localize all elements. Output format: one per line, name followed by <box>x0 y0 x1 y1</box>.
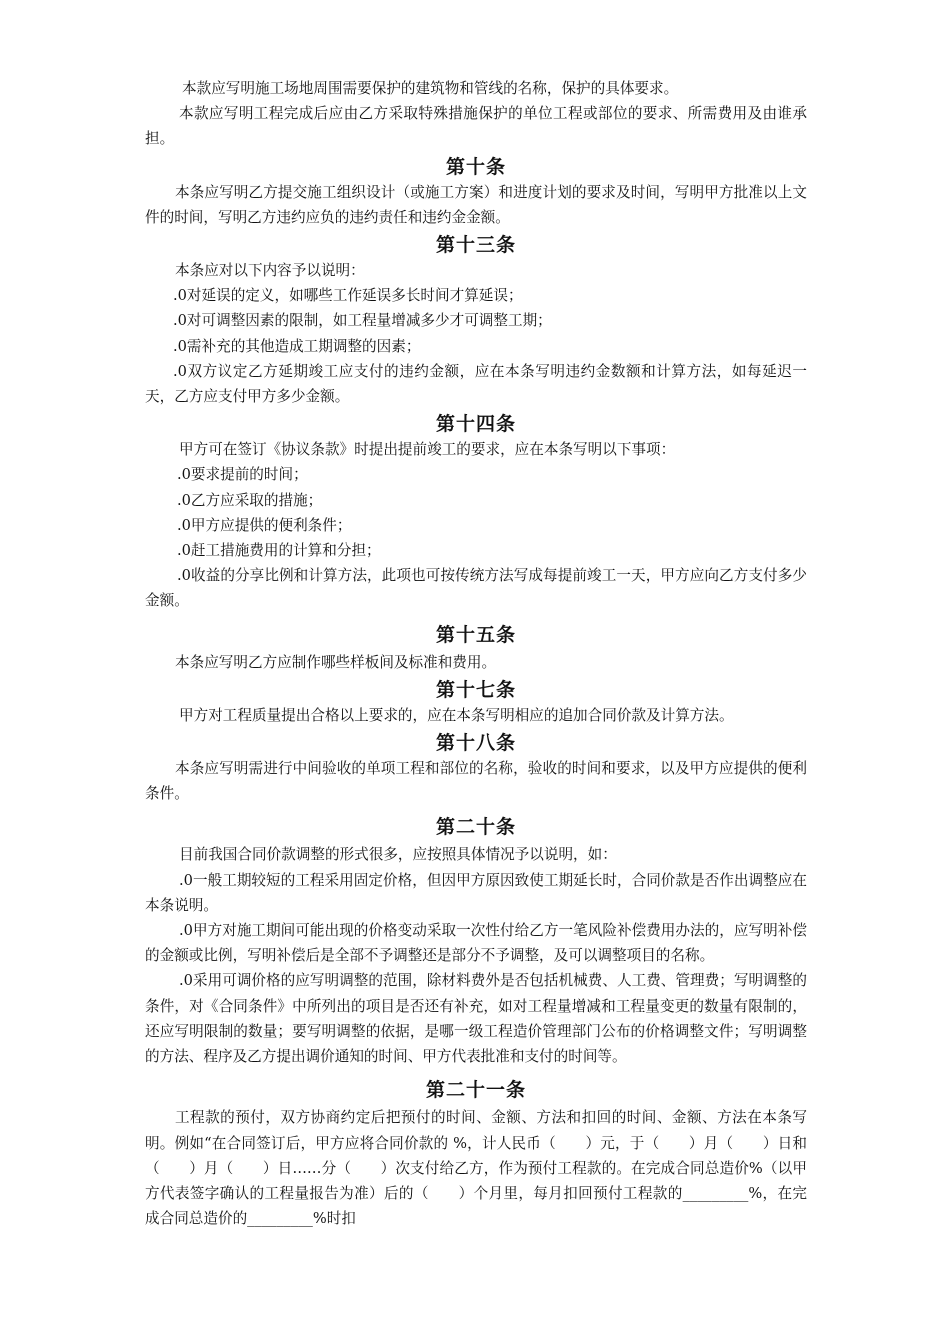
list-item: .0对可调整因素的限制，如工程量增减多少才可调整工期； <box>173 312 552 330</box>
list-item: .0需补充的其他造成工期调整的因素； <box>173 337 421 355</box>
list-item: .0一般工期较短的工程采用固定价格，但因甲方原因致使工期延长时，合同价款是否作出调整应在本条说明。 <box>145 871 807 914</box>
article-heading: 第二十条 <box>435 816 516 839</box>
list-item: .0采用可调价格的应写明调整的范围，除材料费外是否包括机械费、人工费、管理费；写明调整的条件，对《合同条件》中所列出的项目是否还有补充，如对工程量增减和工程量变更的数量有限制的，还应写明限制的数量；要写明调整的依据，是哪一级工程造价管理部门公布的价格调整文件；写明调整的方法、程序及乙方提出调价通知的时间、甲方代表批准和支付的时间等。 <box>145 972 807 1066</box>
article-heading: 第十三条 <box>435 234 516 257</box>
paragraph: 甲方对工程质量提出合格以上要求的，应在本条写明相应的追加合同价款及计算方法。 <box>179 706 734 724</box>
article-heading: 第十八条 <box>435 732 516 755</box>
list-item: .0收益的分享比例和计算方法，此项也可按传统方法写成每提前竣工一天，甲方应向乙方支付多少金额。 <box>145 567 807 610</box>
article-heading: 第十四条 <box>435 413 516 436</box>
paragraph: 甲方可在签订《协议条款》时提出提前竣工的要求，应在本条写明以下事项： <box>179 441 676 459</box>
list-item: .0乙方应采取的措施； <box>177 491 323 509</box>
list-item: .0对延误的定义，如哪些工作延误多长时间才算延误； <box>173 287 523 305</box>
article-heading: 第十五条 <box>435 623 516 646</box>
paragraph: 目前我国合同价款调整的形式很多，应按照具体情况予以说明，如： <box>179 846 617 864</box>
document-page <box>145 76 807 1231</box>
paragraph: 本条应写明乙方应制作哪些样板间及标准和费用。 <box>175 653 497 671</box>
article-heading: 第二十一条 <box>425 1079 526 1102</box>
list-item: .0甲方对施工期间可能出现的价格变动采取一次性付给乙方一笔风险补偿费用办法的，应写明补偿的金额或比例，写明补偿后是全部不予调整还是部分不予调整，及可以调整项目的名称。 <box>145 922 807 965</box>
list-item: .0赶工措施费用的计算和分担； <box>177 542 381 560</box>
list-item: .0要求提前的时间； <box>177 466 308 484</box>
article-heading: 第十七条 <box>435 678 516 701</box>
paragraph: 本款应写明施工场地周围需要保护的建筑物和管线的名称，保护的具体要求。 <box>182 80 679 97</box>
paragraph: 本款应写明工程完成后应由乙方采取特殊措施保护的单位工程或部位的要求、所需费用及由谁承担。 <box>145 105 807 148</box>
paragraph: 工程款的预付，双方协商约定后把预付的时间、金额、方法和扣回的时间、金额、方法在本条写明。例如“在合同签订后，甲方应将合同价款的 %，计人民币（ ）元，于（ ）月（ ）日和（ ）月（ ）日……分（ ）次支付给乙方，作为预付工程款的。在完成合同总造价%（以甲方代表签字确认的工程量报告为准）后的（ ）个月里，每月扣回预付工程款的_________%，在完成合同总造价的_________%时扣 <box>145 1109 807 1228</box>
list-item: .0双方议定乙方延期竣工应支付的违约金额，应在本条写明违约金数额和计算方法，如每延迟一天，乙方应支付甲方多少金额。 <box>145 362 807 406</box>
paragraph: 本条应写明需进行中间验收的单项工程和部位的名称，验收的时间和要求，以及甲方应提供的便利条件。 <box>145 760 807 803</box>
paragraph: 本条应对以下内容予以说明： <box>175 262 365 280</box>
article-heading: 第十条 <box>445 155 506 178</box>
list-item: .0甲方应提供的便利条件； <box>177 516 352 534</box>
paragraph: 本条应写明乙方提交施工组织设计（或施工方案）和进度计划的要求及时间，写明甲方批准以上文件的时间，写明乙方违约应负的违约责任和违约金金额。 <box>145 183 807 226</box>
